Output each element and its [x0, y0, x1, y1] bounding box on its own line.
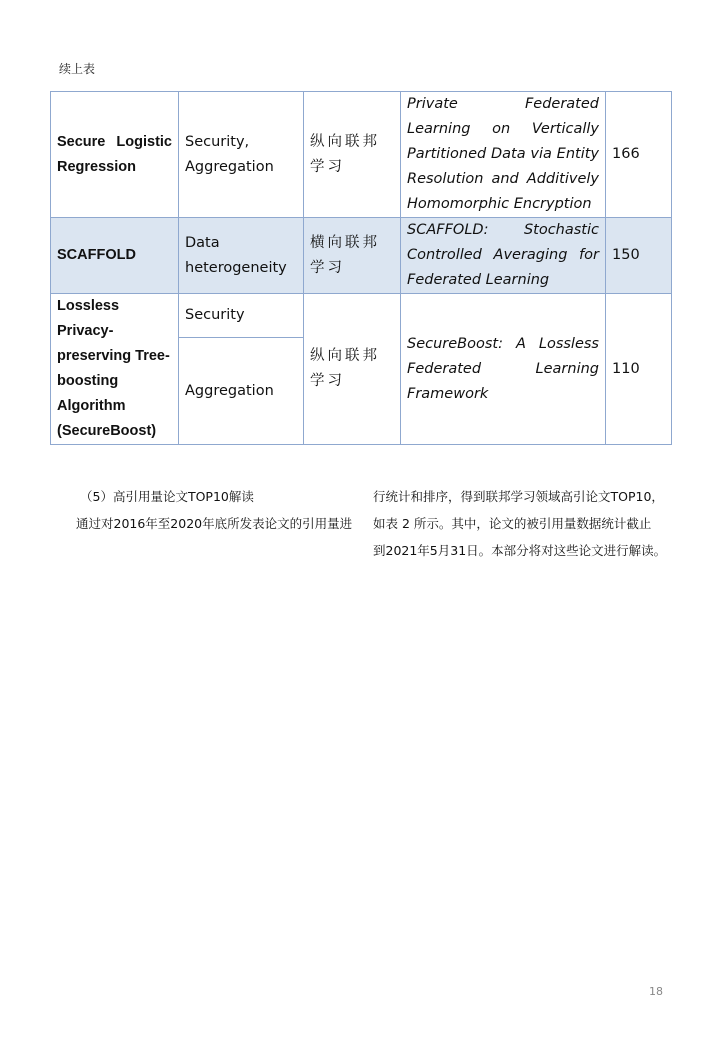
table-row — [51, 218, 672, 294]
paper-title-cell: Private Federated Learning on Vertically Partitioned Data via Entity Resolution and Additively Homomorphic Encryption — [401, 92, 606, 218]
paper-title-cell: SecureBoost: A Lossless Federated Learning Framework — [401, 294, 606, 445]
table-row — [51, 294, 672, 338]
paper-title-cell: SCAFFOLD: Stochastic Controlled Averaging for Federated Learning — [401, 218, 606, 294]
section-heading: （5）高引用量论文TOP10解读 — [80, 489, 254, 504]
citation-count-cell: 166 — [606, 92, 672, 218]
algorithm-name-cell: Secure Logistic Regression — [51, 92, 179, 218]
challenge-cell: Data heterogeneity — [179, 218, 304, 294]
table-row — [51, 92, 672, 218]
citation-count-cell: 110 — [606, 294, 672, 445]
algorithm-name-cell: SCAFFOLD — [51, 218, 179, 294]
challenge-cell: Security — [179, 294, 304, 338]
fl-type-cell: 横向联邦学习 — [304, 218, 401, 294]
body-text-right-line: 行统计和排序，得到联邦学习领域高引论文TOP10， — [373, 489, 664, 504]
fl-type-cell: 纵向联邦学习 — [304, 92, 401, 218]
citation-count-cell: 150 — [606, 218, 672, 294]
page-number: 18 — [649, 985, 663, 998]
papers-table — [50, 91, 672, 445]
challenge-cell: Aggregation — [179, 338, 304, 445]
body-text-left: 通过对2016年至2020年底所发表论文的引用量进 — [76, 516, 353, 531]
algorithm-name-cell: Lossless Privacy-preserving Tree-boosting Algorithm (SecureBoost) — [51, 294, 179, 445]
table-continuation-label: 续上表 — [59, 62, 96, 76]
challenge-cell: Security, Aggregation — [179, 92, 304, 218]
body-text-right-line: 到2021年5月31日。本部分将对这些论文进行解读。 — [373, 543, 667, 558]
body-text-right-line: 如表 2 所示。其中，论文的被引用量数据统计截止 — [373, 516, 652, 531]
fl-type-cell: 纵向联邦学习 — [304, 294, 401, 445]
